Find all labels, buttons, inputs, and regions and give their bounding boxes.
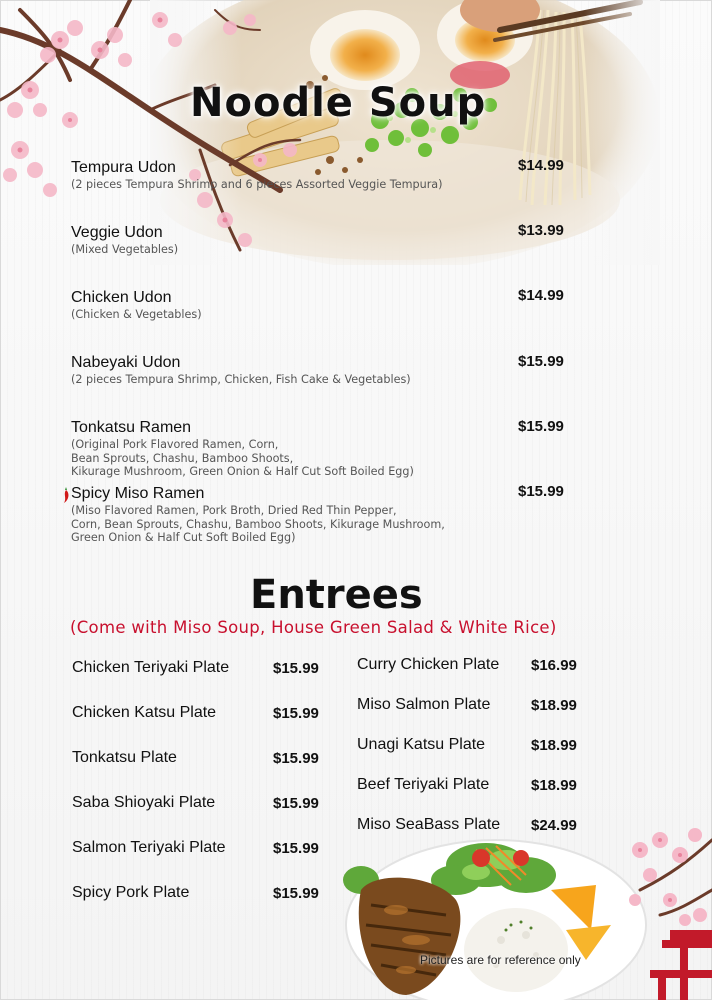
entree-item-price: $18.99 (531, 697, 577, 714)
noodle-soup-title: Noodle Soup (190, 80, 487, 126)
noodle-item-price: $13.99 (518, 222, 564, 239)
noodle-item (71, 484, 491, 545)
noodle-item-name: Veggie Udon (71, 224, 163, 241)
noodle-item (71, 353, 491, 387)
entree-item-price: $15.99 (273, 840, 319, 857)
entree-item-price: $18.99 (531, 777, 577, 794)
entree-item-name: Chicken Teriyaki Plate (72, 659, 230, 676)
entree-item-price: $24.99 (531, 817, 577, 834)
entree-item-price: $15.99 (273, 795, 319, 812)
entree-item-price: $16.99 (531, 657, 577, 674)
cherry-blossom-corner-icon (600, 820, 712, 1000)
entrees-title: Entrees (250, 572, 423, 618)
noodle-item-price: $14.99 (518, 287, 564, 304)
chili-pepper-icon (61, 486, 71, 504)
noodle-item-description: (Miso Flavored Ramen, Pork Broth, Dried Red Thin Pepper, Corn, Bean Sprouts, Chashu, Bamboo Shoots, Kikurage Mushroom, Green Onion & Half Cut Soft Boiled Egg) (71, 504, 445, 544)
noodle-item-name: Tempura Udon (71, 159, 176, 176)
noodle-item-price: $15.99 (518, 483, 564, 500)
entree-item-name: Salmon Teriyaki Plate (72, 839, 226, 856)
noodle-item-name: Tonkatsu Ramen (71, 419, 192, 436)
entree-item-name: Spicy Pork Plate (72, 884, 190, 901)
noodle-item-price: $15.99 (518, 353, 564, 370)
noodle-item-description: (Original Pork Flavored Ramen, Corn, Bean Sprouts, Chashu, Bamboo Shoots, Kikurage Mushroom, Green Onion & Half Cut Soft Boiled Egg) (71, 438, 414, 478)
entree-item-price: $15.99 (273, 885, 319, 902)
entree-item-price: $18.99 (531, 737, 577, 754)
noodle-item (71, 418, 491, 479)
entree-item-price: $15.99 (273, 750, 319, 767)
reference-note: Pictures are for reference only (420, 953, 581, 967)
entree-item-price: $15.99 (273, 705, 319, 722)
noodle-item-name: Nabeyaki Udon (71, 354, 181, 371)
noodle-item-description: (Chicken & Vegetables) (71, 308, 202, 321)
entree-item-name: Chicken Katsu Plate (72, 704, 217, 721)
entree-item-name: Miso Salmon Plate (357, 696, 491, 713)
noodle-item-price: $14.99 (518, 157, 564, 174)
noodle-item-price: $15.99 (518, 418, 564, 435)
noodle-item-description: (2 pieces Tempura Shrimp, Chicken, Fish Cake & Vegetables) (71, 373, 411, 386)
entree-item-name: Curry Chicken Plate (357, 656, 500, 673)
noodle-item-name: Spicy Miso Ramen (71, 485, 205, 502)
noodle-item (71, 288, 491, 322)
entree-item-name: Tonkatsu Plate (72, 749, 177, 766)
noodle-item (71, 158, 491, 192)
noodle-item-description: (2 pieces Tempura Shrimp and 6 pieces Assorted Veggie Tempura) (71, 178, 443, 191)
noodle-item-name: Chicken Udon (71, 289, 172, 306)
entree-item-price: $15.99 (273, 660, 319, 677)
entree-item-name: Beef Teriyaki Plate (357, 776, 490, 793)
entree-item-name: Saba Shioyaki Plate (72, 794, 216, 811)
noodle-item-description: (Mixed Vegetables) (71, 243, 179, 256)
entrees-subtitle: (Come with Miso Soup, House Green Salad & White Rice) (70, 618, 557, 637)
entree-item-name: Miso SeaBass Plate (357, 816, 501, 833)
entree-item-name: Unagi Katsu Plate (357, 736, 486, 753)
noodle-item (71, 223, 491, 257)
